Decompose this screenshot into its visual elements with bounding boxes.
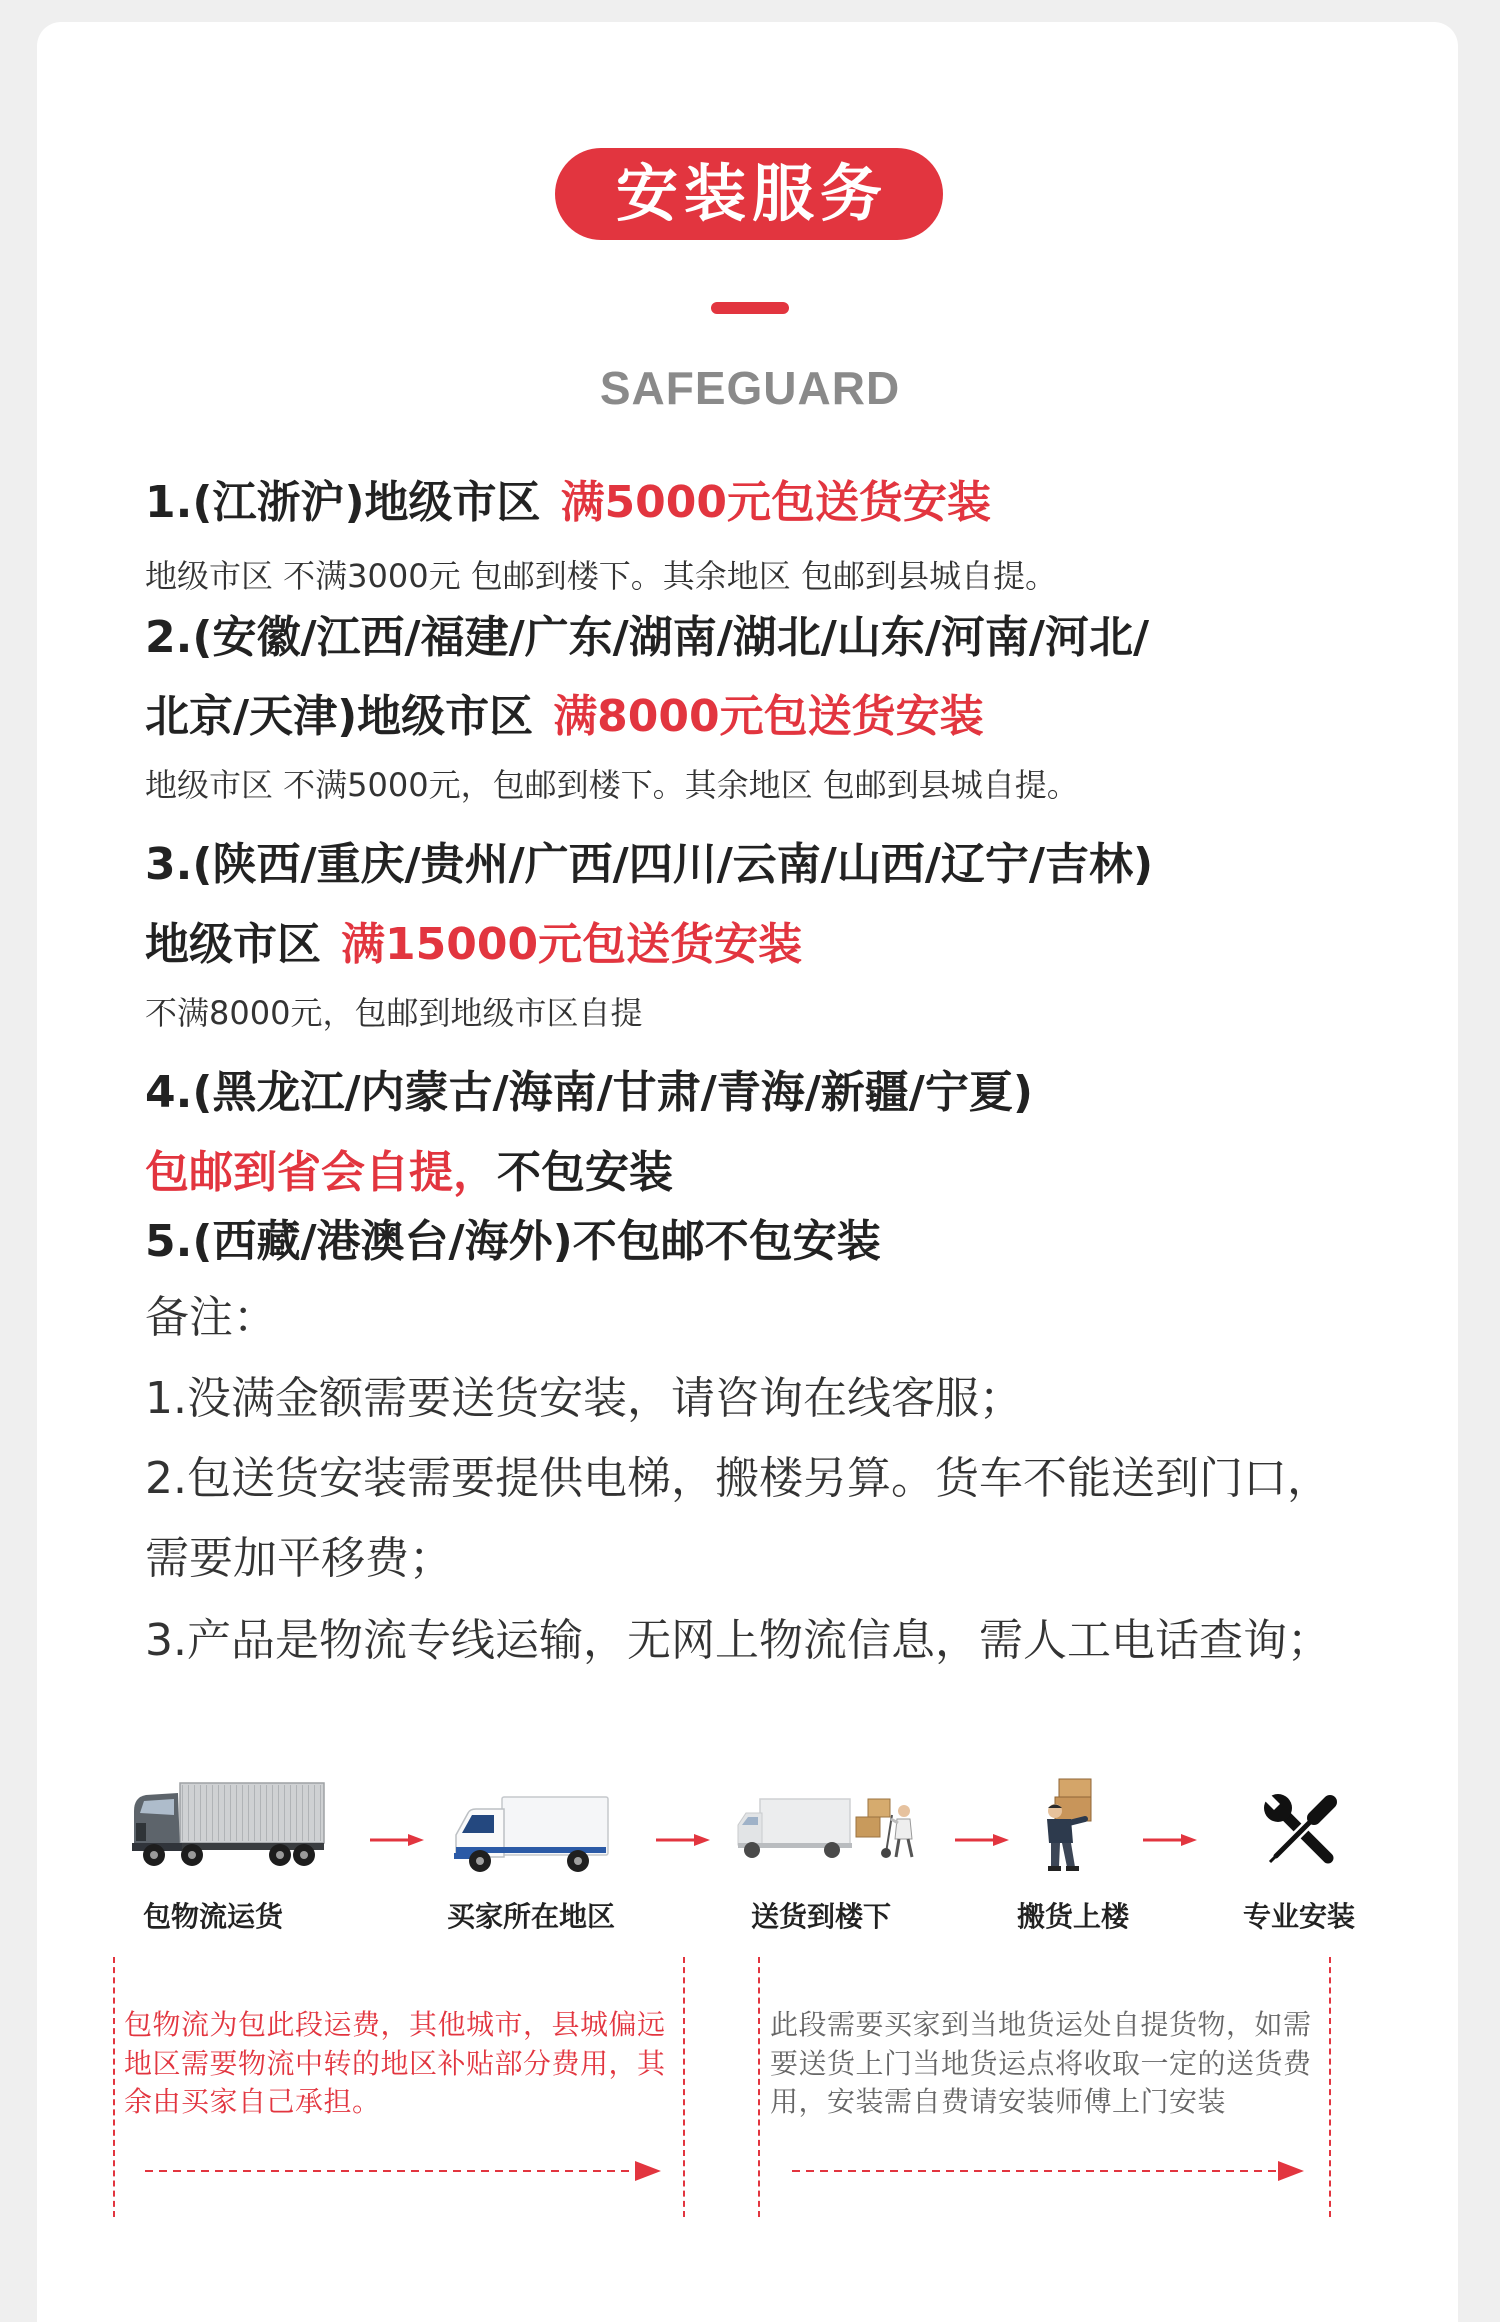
policy-item-1-note: 地级市区 不满3000元 包邮到楼下。其余地区 包邮到县城自提。 — [145, 557, 1057, 595]
process-step-label: 买家所在地区 — [446, 1900, 616, 1933]
policy-item-4-line1: 4.(黑龙江/内蒙古/海南/甘肃/青海/新疆/宁夏) — [145, 1067, 1033, 1118]
porter-carrying-boxes-icon — [1041, 1777, 1103, 1873]
policy-item-3-region: 地级市区 — [145, 919, 321, 970]
process-step-label: 搬货上楼 — [1016, 1900, 1130, 1933]
right-note-line: 用，安装需自费请安装师傅上门安装 — [770, 2085, 1227, 2118]
remark-line: 需要加平移费； — [145, 1533, 453, 1584]
left-note-dashed-border — [683, 1957, 685, 2217]
policy-item-2-note: 地级市区 不满5000元，包邮到楼下。其余地区 包邮到县城自提。 — [145, 766, 1079, 804]
right-arrow-icon — [656, 1832, 710, 1848]
remarks-title: 备注： — [145, 1292, 277, 1343]
policy-item-4-highlight: 包邮到省会自提， — [145, 1147, 497, 1198]
semi-truck-icon — [130, 1781, 326, 1869]
process-step-label: 送货到楼下 — [750, 1900, 892, 1933]
dashed-right-arrow-icon — [792, 2159, 1304, 2183]
policy-item-4-rest: 不包安装 — [497, 1147, 673, 1198]
left-note-line: 余由买家自己承担。 — [124, 2085, 381, 2118]
process-step-label: 专业安装 — [1242, 1900, 1356, 1933]
section-title: 安装服务 — [615, 157, 888, 230]
policy-item-1-region: 1.(江浙沪)地级市区 — [145, 477, 541, 528]
unloading-truck-icon — [736, 1795, 925, 1861]
dashed-right-arrow-icon — [145, 2159, 661, 2183]
right-arrow-icon — [370, 1832, 424, 1848]
right-note-line: 此段需要买家到当地货运处自提货物，如需 — [770, 2008, 1312, 2041]
policy-item-5: 5.(西藏/港澳台/海外)不包邮不包安装 — [145, 1216, 881, 1267]
policy-item-3-line1: 3.(陕西/重庆/贵州/广西/四川/云南/山西/辽宁/吉林) — [145, 839, 1154, 890]
policy-item-2-line2 — [145, 691, 984, 742]
policy-item-3-highlight: 满15000元包送货安装 — [341, 919, 803, 970]
right-note-dashed-border — [1329, 1957, 1331, 2217]
left-note-dashed-border — [113, 1957, 115, 2217]
left-note-line: 地区需要物流中转的地区补贴部分费用，其 — [124, 2047, 666, 2080]
right-arrow-icon — [1143, 1832, 1197, 1848]
process-step-label: 包物流运货 — [142, 1900, 284, 1933]
policy-item-2-region: 北京/天津)地级市区 — [145, 691, 534, 742]
policy-item-1 — [145, 477, 992, 528]
policy-item-3-note: 不满8000元，包邮到地级市区自提 — [145, 994, 643, 1032]
right-note-dashed-border — [758, 1957, 760, 2217]
right-note-line: 要送货上门当地货运点将收取一定的送货费 — [770, 2047, 1312, 2080]
remark-line: 1.没满金额需要送货安装，请咨询在线客服； — [145, 1373, 1023, 1424]
policy-item-1-highlight: 满5000元包送货安装 — [560, 477, 992, 528]
remark-line: 3.产品是物流专线运输，无网上物流信息，需人工电话查询； — [145, 1615, 1331, 1666]
policy-item-4-line2 — [145, 1147, 673, 1198]
wrench-screwdriver-icon — [1262, 1792, 1340, 1870]
section-title-badge — [555, 148, 943, 240]
left-note-line: 包物流为包此段运费，其他城市，县城偏远 — [124, 2008, 666, 2041]
section-subtitle: SAFEGUARD — [599, 362, 901, 414]
remark-line: 2.包送货安装需要提供电梯，搬楼另算。货车不能送到门口， — [145, 1453, 1331, 1504]
title-underline-bar — [711, 302, 789, 314]
policy-item-3-line2 — [145, 919, 803, 970]
policy-item-2-line1: 2.(安徽/江西/福建/广东/湖南/湖北/山东/河南/河北/ — [145, 612, 1150, 663]
delivery-van-icon — [452, 1795, 610, 1873]
policy-item-2-highlight: 满8000元包送货安装 — [553, 691, 984, 742]
right-arrow-icon — [955, 1832, 1009, 1848]
